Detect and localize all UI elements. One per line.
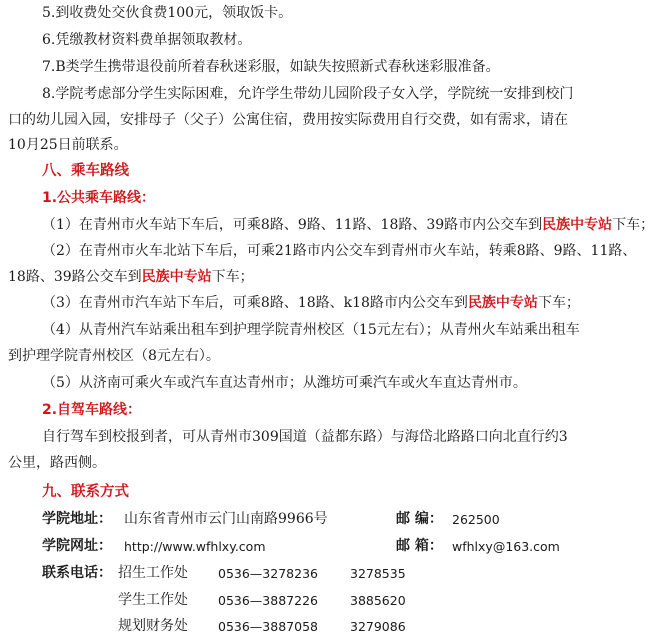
item-5: 5.到收费处交伙食费100元，领取饭卡。 <box>42 5 293 21</box>
route-2-stop: 民族中专站 <box>141 269 212 285</box>
phone-number-alt: 3885620 <box>350 593 406 608</box>
self-drive-line-1: 自行驾车到校报到者，可从青州市309国道（益都东路）与海岱北路路口向北直行约3 <box>42 429 568 445</box>
phone-dept: 学生工作处 <box>118 592 188 608</box>
phone-label: 联系电话： <box>42 565 112 581</box>
phone-number: 0536—3278236 <box>218 566 318 581</box>
self-drive-heading: 2.自驾车路线： <box>42 402 142 418</box>
phone-number: 0536—3887058 <box>218 619 318 634</box>
section-8-heading: 八、乘车路线 <box>42 163 129 179</box>
route-1-text: （1）在青州市火车站下车后，可乘8路、9路、11路、18路、39路市内公交车到 <box>42 217 543 233</box>
email-label: 邮 箱： <box>396 538 443 554</box>
route-3 <box>42 294 580 312</box>
phone-number: 0536—3887226 <box>218 593 318 608</box>
section-9-heading: 九、联系方式 <box>42 484 129 500</box>
route-3-text: （3）在青州市汽车站下车后，可乘8路、18路、k18路市内公交车到 <box>42 295 468 311</box>
phone-number-alt: 3278535 <box>350 566 406 581</box>
route-3-stop: 民族中专站 <box>467 295 538 311</box>
self-drive-line-2: 公里，路西侧。 <box>8 455 106 471</box>
address-label: 学院地址： <box>42 511 112 527</box>
route-2-line-2 <box>8 268 254 286</box>
item-8-line-3: 10月25日前联系。 <box>8 137 128 153</box>
route-2-text: 18路、39路公交车到 <box>8 269 142 285</box>
route-2-line-1: （2）在青州市火车北站下车后，可乘21路市内公交车到青州市火车站，转乘8路、9路、11路、 <box>42 243 637 259</box>
item-7: 7.B类学生携带退役前所着春秋迷彩服，如缺失按照新式春秋迷彩服准备。 <box>42 59 500 75</box>
route-2-end: 下车； <box>211 269 254 285</box>
route-1-stop: 民族中专站 <box>542 217 613 233</box>
postcode-label: 邮 编： <box>396 511 443 527</box>
route-1 <box>42 216 654 234</box>
route-5: （5）从济南可乘火车或汽车直达青州市；从潍坊可乘汽车或火车直达青州市。 <box>42 375 527 391</box>
address-value: 山东省青州市云门山南路9966号 <box>124 511 328 527</box>
phone-number-alt: 3279086 <box>350 619 406 634</box>
phone-dept: 招生工作处 <box>118 565 188 581</box>
route-4-line-2: 到护理学院青州校区（8元左右）。 <box>8 348 220 364</box>
public-route-heading: 1.公共乘车路线： <box>42 190 156 206</box>
route-1-end: 下车； <box>612 217 655 233</box>
route-4-line-1: （4）从青州汽车站乘出租车到护理学院青州校区（15元左右）；从青州火车站乘出租车 <box>42 322 580 338</box>
route-3-end: 下车； <box>537 295 580 311</box>
postcode-value: 262500 <box>452 512 500 527</box>
item-8-line-1: 8.学院考虑部分学生实际困难，允许学生带幼儿园阶段子女入学，学院统一安排到校门 <box>42 86 574 102</box>
website-link[interactable]: http://www.wfhlxy.com <box>124 539 266 554</box>
item-8-line-2: 口的幼儿园入园，安排母子（父子）公寓住宿，费用按实际费用自行交费，如有需求，请在 <box>8 112 568 128</box>
website-label: 学院网址： <box>42 538 112 554</box>
email-link[interactable]: wfhlxy@163.com <box>452 539 560 554</box>
phone-dept: 规划财务处 <box>118 618 188 634</box>
item-6: 6.凭缴教材资料费单据领取教材。 <box>42 32 252 48</box>
